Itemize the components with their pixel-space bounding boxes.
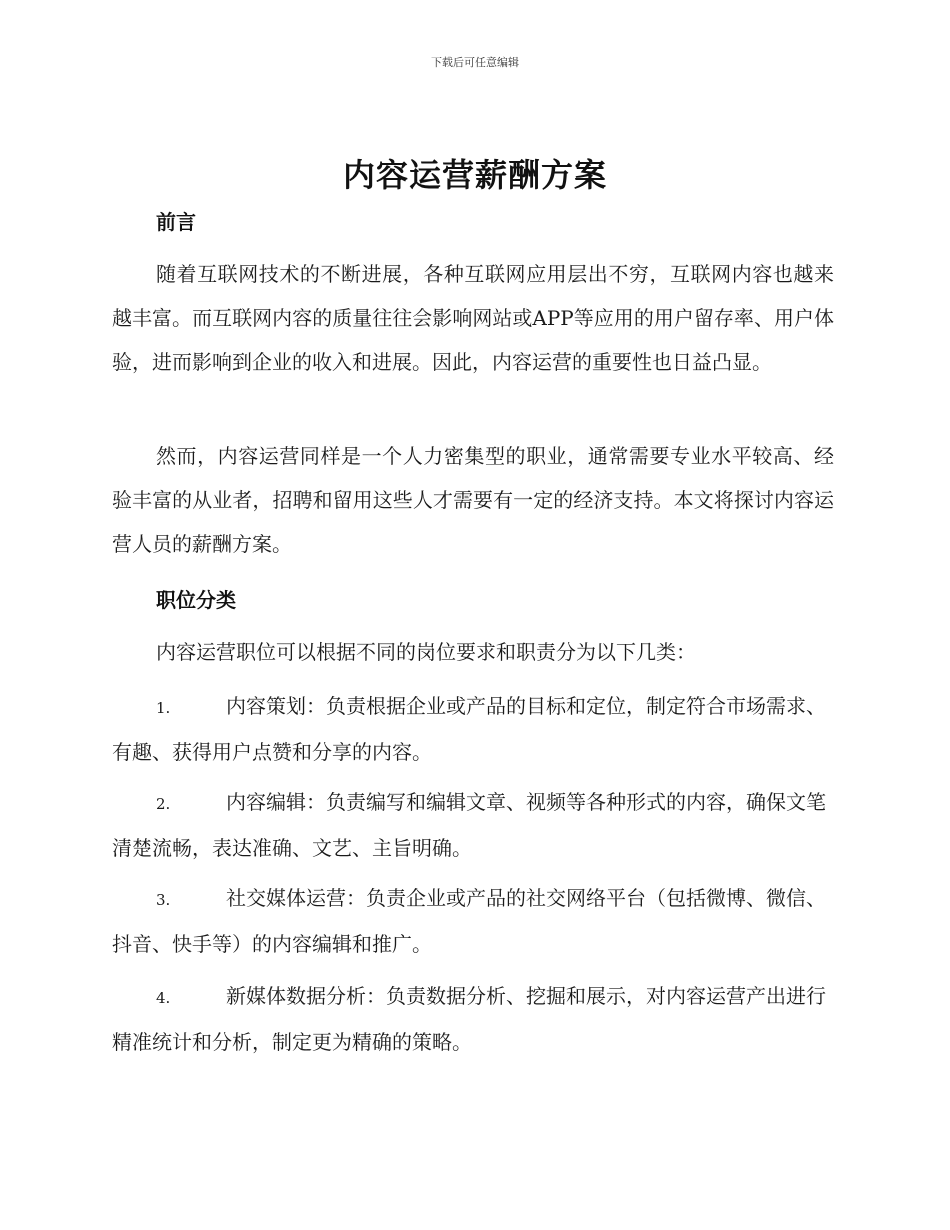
list-item-number: 2. — [156, 795, 171, 813]
list-item — [112, 974, 834, 1064]
paragraph-positions-intro: 内容运营职位可以根据不同的岗位要求和职责分为以下几类： — [156, 640, 696, 664]
list-item — [112, 780, 834, 870]
section-heading-positions: 职位分类 — [156, 588, 236, 612]
paragraph-preface-1: 随着互联网技术的不断进展，各种互联网应用层出不穷，互联网内容也越来越丰富。而互联网内容的质量往往会影响网站或APP等应用的用户留存率、用户体验，进而影响到企业的收入和进展。因此，内容运营的重要性也日益凸显。 — [112, 262, 834, 374]
document-title: 内容运营薪酬方案 — [342, 156, 607, 194]
list-item-number: 4. — [156, 989, 171, 1007]
header-note: 下载后可任意编辑 — [431, 56, 519, 69]
list-item-text: 社交媒体运营：负责企业或产品的社交网络平台（包括微博、微信、抖音、快手等）的内容编辑和推广。 — [112, 886, 826, 956]
section-heading-preface: 前言 — [156, 210, 196, 234]
list-item-text: 新媒体数据分析：负责数据分析、挖掘和展示，对内容运营产出进行精准统计和分析，制定更为精确的策略。 — [112, 984, 826, 1054]
list-item — [112, 876, 834, 966]
list-item-number: 3. — [156, 891, 171, 909]
list-item — [112, 684, 834, 774]
paragraph-preface-2: 然而，内容运营同样是一个人力密集型的职业，通常需要专业水平较高、经验丰富的从业者，招聘和留用这些人才需要有一定的经济支持。本文将探讨内容运营人员的薪酬方案。 — [112, 444, 834, 556]
list-item-number: 1. — [156, 699, 171, 717]
list-item-text: 内容编辑：负责编写和编辑文章、视频等各种形式的内容，确保文笔清楚流畅，表达准确、文艺、主旨明确。 — [112, 790, 826, 860]
list-item-text: 内容策划：负责根据企业或产品的目标和定位，制定符合市场需求、有趣、获得用户点赞和分享的内容。 — [112, 694, 826, 764]
